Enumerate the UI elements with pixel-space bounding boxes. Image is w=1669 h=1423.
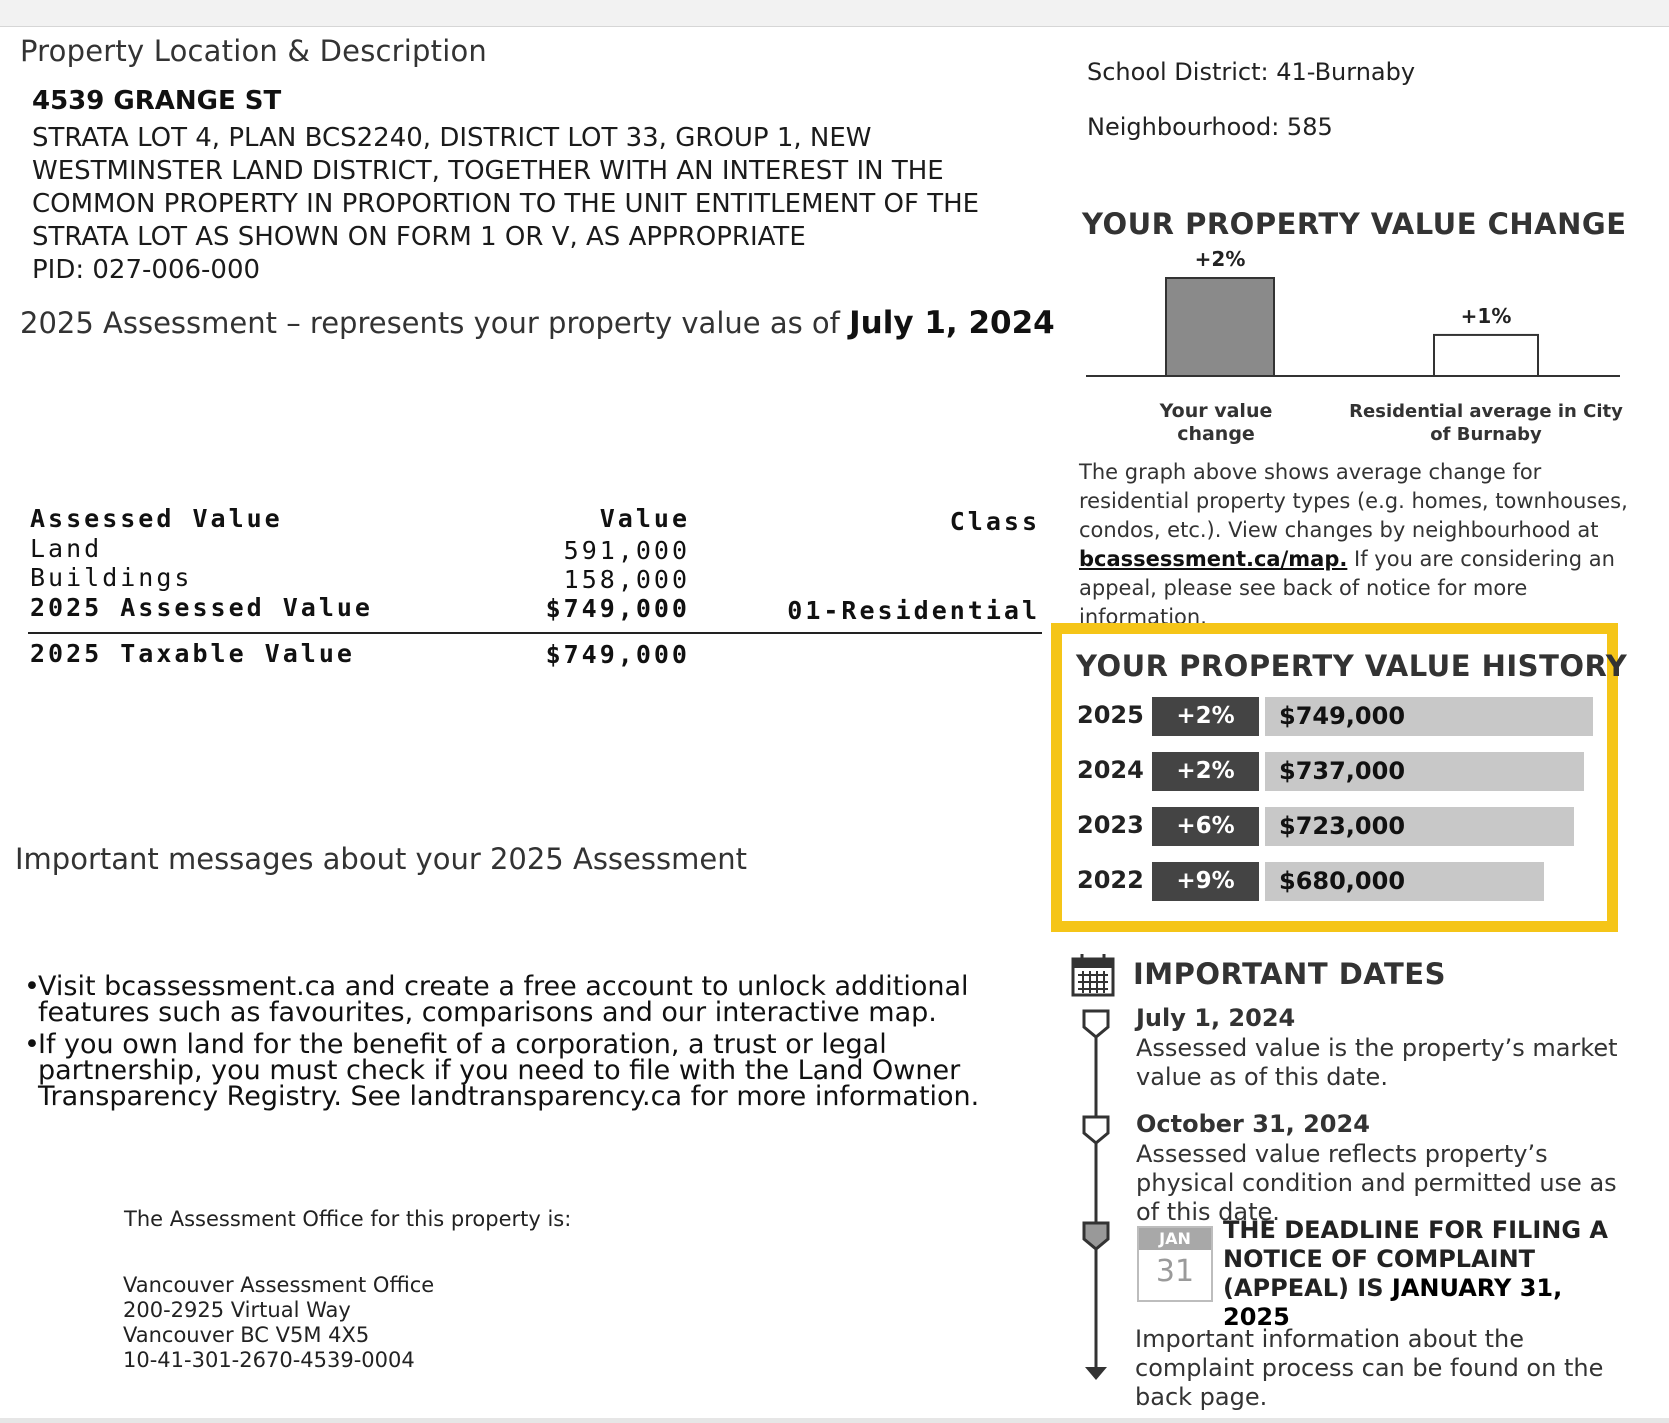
legal-line: STRATA LOT 4, PLAN BCS2240, DISTRICT LOT 33, GROUP 1, NEW bbox=[32, 123, 872, 153]
timeline-marker-icon bbox=[1084, 1117, 1108, 1143]
calendar-month: JAN bbox=[1139, 1228, 1211, 1250]
deadline-calendar-icon bbox=[1137, 1226, 1213, 1302]
deadline-date: JANUARY 31, 2025 bbox=[1223, 1274, 1563, 1331]
category-label-average: Residential average in City of Burnaby bbox=[1349, 401, 1623, 445]
row-buildings-label: Buildings bbox=[30, 563, 193, 592]
history-value: $680,000 bbox=[1265, 862, 1544, 901]
timeline-arrow-icon bbox=[1085, 1367, 1107, 1380]
history-year: 2022 bbox=[1077, 866, 1144, 894]
office-line: Vancouver Assessment Office bbox=[123, 1273, 435, 1297]
deadline-text bbox=[1223, 1216, 1633, 1332]
timeline-marker-icon bbox=[1084, 1223, 1108, 1249]
description-text: The graph above shows average change for residential property types (e.g. homes, townhouses, condos, etc.). View changes by neighbourhood at bbox=[1079, 460, 1628, 542]
bar-your-value bbox=[1166, 278, 1274, 376]
calendar-icon bbox=[1070, 952, 1116, 998]
property-section-title: Property Location & Description bbox=[20, 34, 487, 68]
value-change-title: YOUR PROPERTY VALUE CHANGE bbox=[1082, 207, 1627, 241]
header-class: Class bbox=[949, 507, 1040, 536]
table-divider bbox=[28, 632, 1042, 634]
date-july: July 1, 2024 bbox=[1136, 1004, 1296, 1032]
timeline bbox=[1076, 1005, 1116, 1390]
legal-description bbox=[32, 122, 1022, 287]
neighbourhood: Neighbourhood: 585 bbox=[1087, 113, 1333, 141]
header-assessed-value: Assessed Value bbox=[30, 504, 283, 533]
date-october-text: Assessed value reflects property’s physical condition and permitted use as of this date. bbox=[1136, 1140, 1617, 1226]
history-change: +9% bbox=[1152, 862, 1259, 901]
row-total-label: 2025 Assessed Value bbox=[30, 593, 373, 622]
category-label-your: Your value change bbox=[1159, 400, 1273, 445]
bar-residential-average bbox=[1434, 335, 1538, 376]
header-value: Value bbox=[599, 504, 690, 533]
complaint-info: Important information about the complaint process can be found on the back page. bbox=[1135, 1325, 1604, 1411]
history-change: +6% bbox=[1152, 807, 1259, 846]
bar-value-label-your: +2% bbox=[1194, 250, 1246, 271]
assessment-prefix: 2025 Assessment – represents your property value as of bbox=[20, 306, 840, 340]
bar-value-label-average: +1% bbox=[1460, 303, 1512, 328]
row-land-label: Land bbox=[30, 534, 103, 563]
history-value: $723,000 bbox=[1265, 807, 1574, 846]
date-october: October 31, 2024 bbox=[1136, 1110, 1370, 1138]
row-taxable-value: $749,000 bbox=[545, 640, 690, 669]
assessment-date: July 1, 2024 bbox=[849, 305, 1055, 341]
row-taxable-label: 2025 Taxable Value bbox=[30, 639, 355, 668]
assessment-date-line bbox=[20, 305, 1055, 341]
value-history-title: YOUR PROPERTY VALUE HISTORY bbox=[1076, 649, 1628, 683]
office-line: Vancouver BC V5M 4X5 bbox=[123, 1323, 370, 1347]
messages-title: Important messages about your 2025 Assessment bbox=[15, 842, 747, 876]
calendar-day: 31 bbox=[1155, 1254, 1195, 1289]
office-intro: The Assessment Office for this property is: bbox=[124, 1207, 572, 1231]
history-change: +2% bbox=[1152, 752, 1259, 791]
office-line: 200-2925 Virtual Way bbox=[123, 1298, 351, 1322]
legal-line: COMMON PROPERTY IN PROPORTION TO THE UNIT ENTITLEMENT OF THE bbox=[32, 189, 980, 219]
history-change: +2% bbox=[1152, 697, 1259, 736]
row-buildings-value: 158,000 bbox=[563, 565, 690, 594]
date-july-text: Assessed value is the property’s market value as of this date. bbox=[1136, 1034, 1618, 1091]
office-line: 10-41-301-2670-4539-0004 bbox=[123, 1348, 415, 1372]
legal-line: STRATA LOT AS SHOWN ON FORM 1 OR V, AS APPROPRIATE bbox=[32, 222, 806, 252]
top-bar bbox=[0, 0, 1669, 27]
history-year: 2025 bbox=[1077, 701, 1144, 729]
property-address: 4539 GRANGE ST bbox=[32, 86, 282, 116]
bcassessment-map-link[interactable]: bcassessment.ca/map. bbox=[1079, 547, 1348, 571]
history-year: 2024 bbox=[1077, 756, 1144, 784]
school-district: School District: 41-Burnaby bbox=[1087, 58, 1416, 86]
message-bullet: • Visit bcassessment.ca and create a free account to unlock additional features such as favourites, comparisons and our interactive map. bbox=[24, 974, 1044, 1026]
row-total-value: $749,000 bbox=[545, 594, 690, 623]
office-address bbox=[123, 1273, 434, 1373]
history-year: 2023 bbox=[1077, 811, 1144, 839]
timeline-marker-icon bbox=[1084, 1011, 1108, 1037]
bottom-edge bbox=[0, 1418, 1669, 1423]
value-change-description bbox=[1079, 458, 1634, 632]
history-value: $737,000 bbox=[1265, 752, 1584, 791]
important-dates-title: IMPORTANT DATES bbox=[1133, 957, 1446, 991]
deadline-prefix: THE DEADLINE FOR FILING A NOTICE OF COMPLAINT (APPEAL) IS bbox=[1223, 1216, 1608, 1302]
legal-line: WESTMINSTER LAND DISTRICT, TOGETHER WITH AN INTEREST IN THE bbox=[32, 156, 944, 186]
row-total-class: 01-Residential bbox=[787, 596, 1040, 625]
messages-list bbox=[24, 971, 1044, 1116]
description-text-after: If you are considering an appeal, please see back of notice for more information. bbox=[1079, 547, 1615, 629]
message-bullet: • If you own land for the benefit of a corporation, a trust or legal partnership, you must check if you need to file with the Land Owner Transparency Registry. See landtransparency.ca for more information. bbox=[24, 1032, 1044, 1110]
row-land-value: 591,000 bbox=[563, 536, 690, 565]
history-value: $749,000 bbox=[1265, 697, 1593, 736]
pid: PID: 027-006-000 bbox=[32, 255, 261, 285]
